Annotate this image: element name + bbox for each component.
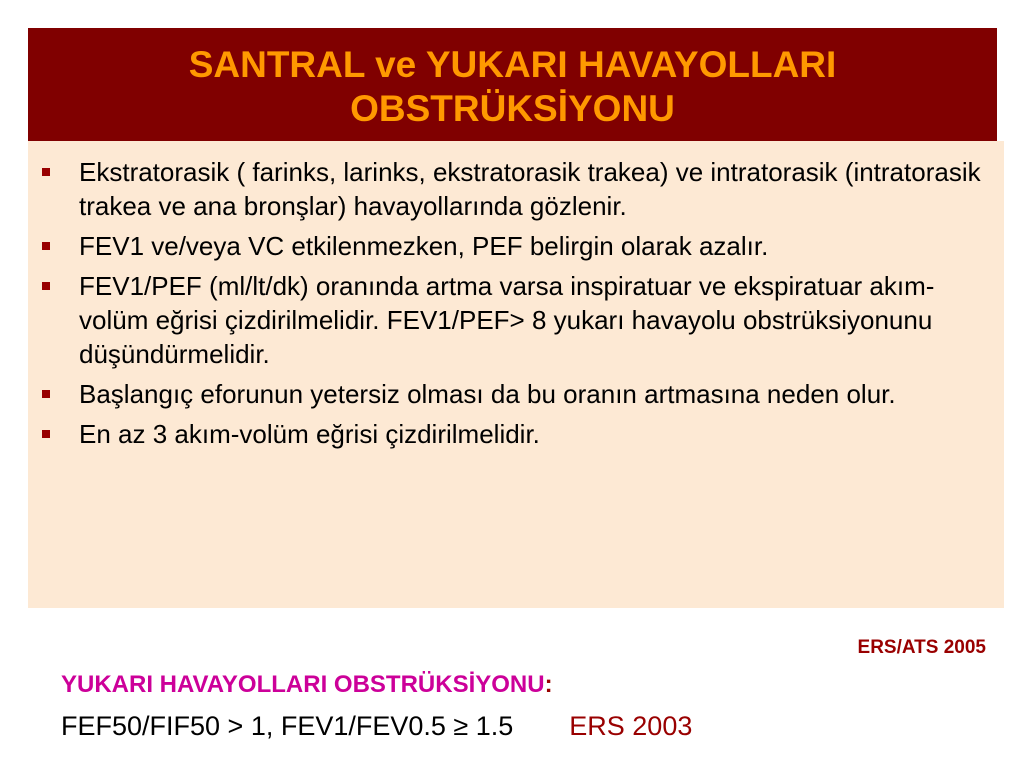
footer-formula-line [61, 708, 692, 744]
square-bullet-icon [42, 282, 50, 290]
slide-title-line-2: OBSTRÜKSİYONU [350, 87, 675, 129]
footer-heading-text: YUKARI HAVAYOLLARI OBSTRÜKSİYONU [61, 671, 545, 698]
slide-title-line-1: SANTRAL ve YUKARI HAVAYOLLARI [188, 43, 837, 85]
bullet-content-box [28, 141, 1004, 608]
bullet-item [42, 269, 992, 371]
bullet-item [42, 417, 992, 451]
bullet-text: FEV1 ve/veya VC etkilenmezken, PEF belirgin olarak azalır. [79, 231, 769, 261]
bullet-text: Başlangıç eforunun yetersiz olması da bu oranın artmasına neden olur. [79, 379, 896, 409]
square-bullet-icon [42, 168, 50, 176]
source-citation: ERS/ATS 2005 [857, 637, 986, 658]
bullet-text: Ekstratorasik ( farinks, larinks, ekstratorasik trakea) ve intratorasik (intratorasik trakea ve ana bronşlar) havayollarında gözlenir. [79, 157, 981, 221]
square-bullet-icon [42, 390, 50, 398]
footer-heading-colon: : [544, 671, 553, 698]
bullet-item [42, 155, 992, 223]
bullet-item [42, 377, 992, 411]
square-bullet-icon [42, 430, 50, 438]
bullet-text: En az 3 akım-volüm eğrisi çizdirilmelidir. [79, 419, 540, 449]
footer-heading [61, 669, 553, 701]
footer-formula: FEF50/FIF50 > 1, FEV1/FEV0.5 ≥ 1.5 [61, 711, 514, 741]
bullet-list [42, 155, 992, 451]
bullet-text: FEV1/PEF (ml/lt/dk) oranında artma varsa inspiratuar ve ekspiratuar akım-volüm eğrisi çizdirilmelidir. FEV1/PEF> 8 yukarı havayolu obstrüksiyonunu düşündürmelidir. [79, 271, 935, 369]
square-bullet-icon [42, 242, 50, 250]
bullet-item [42, 229, 992, 263]
footer-reference: ERS 2003 [569, 711, 693, 741]
slide-title-bar [28, 28, 997, 141]
